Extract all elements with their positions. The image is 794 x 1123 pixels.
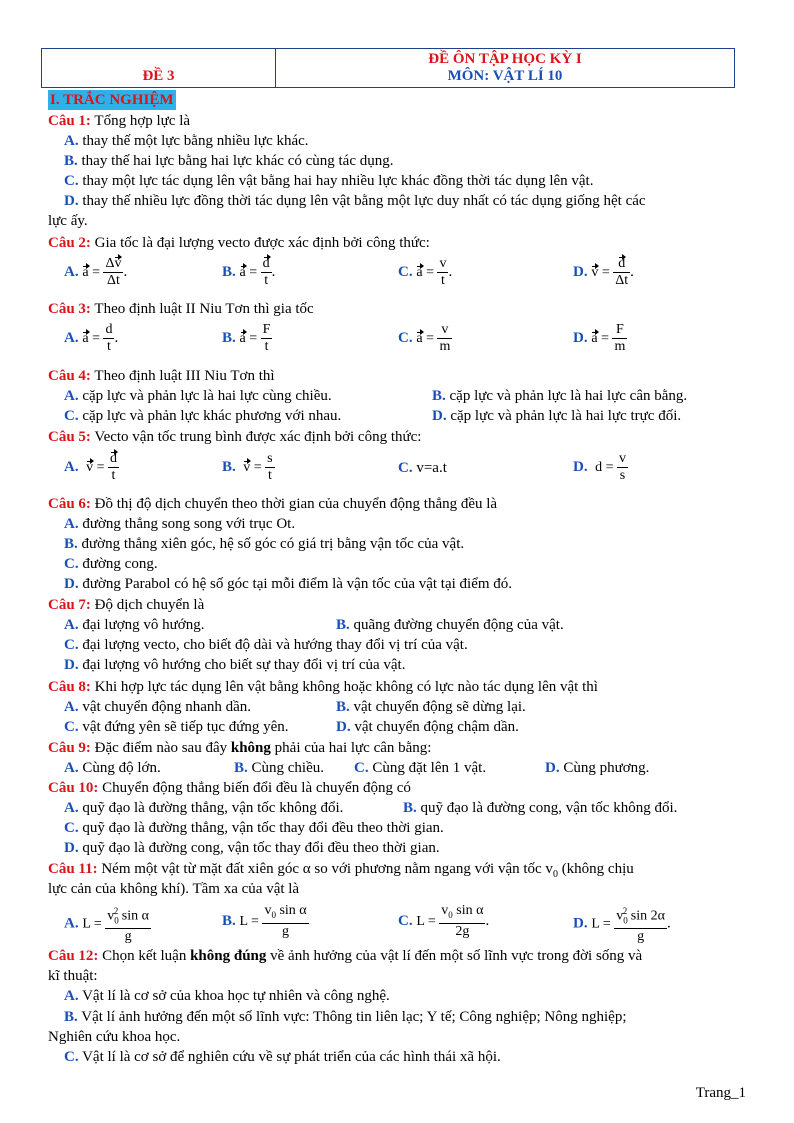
q9-option-d: D. Cùng phương. xyxy=(545,760,650,776)
q12-option-c: C. Vật lí là cơ sở để nghiên cứu về sự phát triển của các hình thái xã hội. xyxy=(64,1049,501,1065)
question-4: Câu 4: Theo định luật III Niu Tơn thì xyxy=(48,368,275,384)
q5-option-d: D. d = $\frac{v}{s}$ xyxy=(573,451,626,483)
q1-option-a: A. thay thế một lực bằng nhiều lực khác. xyxy=(64,133,309,149)
q4-option-d: D. cặp lực và phản lực là hai lực trực đối. xyxy=(432,408,682,424)
exam-code: ĐỀ 3 xyxy=(142,68,175,84)
q2-option-a: A. a = $\frac{\Delta v}{\Delta t}$ . xyxy=(64,256,128,288)
question-2: Câu 2: Gia tốc là đại lượng vecto được xác định bởi công thức: xyxy=(48,235,430,251)
q12-option-b-cont: Nghiên cứu khoa học. xyxy=(48,1029,181,1045)
question-8: Câu 8: Khi hợp lực tác dụng lên vật bằng không hoặc không có lực nào tác dụng lên vật thì xyxy=(48,679,598,695)
q8-option-a: A. vật chuyển động nhanh dần. xyxy=(64,699,252,715)
exam-title-cell xyxy=(276,49,734,87)
q12-option-a: A. Vật lí là cơ sở của khoa học tự nhiên và công nghệ. xyxy=(64,988,390,1004)
q6-option-b: B. đường thẳng xiên góc, hệ số góc có giá trị bằng vận tốc của vật. xyxy=(64,536,465,552)
q10-option-a: A. quỹ đạo là đường thẳng, vận tốc không đổi. xyxy=(64,800,344,816)
q6-option-d: D. đường Parabol có hệ số góc tại mỗi điểm là vận tốc của vật tại điểm đó. xyxy=(64,576,513,592)
header-box xyxy=(41,48,735,88)
q1-option-c: C. thay một lực tác dụng lên vật bằng hai hay nhiều lực khác đồng thời tác dụng lên vật. xyxy=(64,173,594,189)
q11-option-a: A. L = $\frac{v_0^2 \sin \alpha}{g}$ xyxy=(64,903,151,945)
question-11: Câu 11: Ném một vật từ mặt đất xiên góc α so với phương nằm ngang với vận tốc $v_0$ (không chịu xyxy=(48,861,634,880)
q3-option-c: C. a = $\frac{v}{m}$ xyxy=(398,322,451,354)
q5-option-a: A. v = $\frac{d}{t}$ xyxy=(64,451,117,483)
exam-subject: MÔN: VẬT LÍ 10 xyxy=(447,68,563,84)
question-1: Câu 1: Tổng hợp lực là xyxy=(48,113,191,129)
q2-option-c: C. a = $\frac{v}{t}$ . xyxy=(398,256,453,288)
q10-option-d: D. quỹ đạo là đường cong, vận tốc thay đổi đều theo thời gian. xyxy=(64,840,440,856)
q3-option-d: D. a = $\frac{F}{m}$ xyxy=(573,322,626,354)
question-12: Câu 12: Chọn kết luận không đúng về ảnh hưởng của vật lí đến một số lĩnh vực trong đời sống và xyxy=(48,948,643,964)
question-9: Câu 9: Đặc điểm nào sau đây không phải của hai lực cân bằng: xyxy=(48,740,432,756)
exam-title: ĐỀ ÔN TẬP HỌC KỲ I xyxy=(428,51,582,67)
q1-option-d: D. thay thế nhiều lực đồng thời tác dụng lên vật bằng một lực duy nhất có tác dụng giống hệt các xyxy=(64,193,646,209)
question-5: Câu 5: Vecto vận tốc trung bình được xác định bởi công thức: xyxy=(48,429,422,445)
q6-option-a: A. đường thẳng song song với trục Ot. xyxy=(64,516,296,532)
q4-option-a: A. cặp lực và phản lực là hai lực cùng chiều. xyxy=(64,388,332,404)
q10-option-c: C. quỹ đạo là đường thẳng, vận tốc thay đổi đều theo thời gian. xyxy=(64,820,444,836)
q9-option-c: C. Cùng đặt lên 1 vật. xyxy=(354,760,487,776)
q4-option-c: C. cặp lực và phản lực khác phương với nhau. xyxy=(64,408,342,424)
q10-option-b: B. quỹ đạo là đường cong, vận tốc không đổi. xyxy=(403,800,678,816)
q11-option-c: C. L = $\frac{v_0 \sin \alpha}{2g}$ . xyxy=(398,903,490,939)
q8-option-c: C. vật đứng yên sẽ tiếp tục đứng yên. xyxy=(64,719,289,735)
q7-option-c: C. đại lượng vecto, cho biết độ dài và hướng thay đổi vị trí của vật. xyxy=(64,637,468,653)
exam-code-cell xyxy=(42,49,276,87)
q1-option-d-cont: lực ấy. xyxy=(48,213,88,229)
q8-option-b: B. vật chuyển động sẽ dừng lại. xyxy=(336,699,526,715)
question-7: Câu 7: Độ dịch chuyển là xyxy=(48,597,205,613)
q6-option-c: C. đường cong. xyxy=(64,556,158,572)
question-3: Câu 3: Theo định luật II Niu Tơn thì gia tốc xyxy=(48,301,314,317)
q9-option-a: A. Cùng độ lớn. xyxy=(64,760,161,776)
q2-option-b: B. a = $\frac{d}{t}$ . xyxy=(222,256,276,288)
question-10: Câu 10: Chuyển động thẳng biến đổi đều là chuyển động có xyxy=(48,780,411,796)
q11-option-d: D. L = $\frac{v_0^2 \sin 2\alpha}{g}$ . xyxy=(573,903,671,945)
q8-option-d: D. vật chuyển động chậm dần. xyxy=(336,719,519,735)
q5-option-c: C. v=a.t xyxy=(398,460,447,476)
question-11-cont: lực cản của không khí). Tầm xa của vật là xyxy=(48,881,300,897)
question-12-cont: kĩ thuật: xyxy=(48,968,98,984)
q2-option-d: D. v = $\frac{d}{\Delta t}$ . xyxy=(573,256,634,288)
q7-option-d: D. đại lượng vô hướng cho biết sự thay đổi vị trí của vật. xyxy=(64,657,406,673)
q7-option-b: B. quãng đường chuyển động của vật. xyxy=(336,617,564,633)
q1-option-b: B. thay thế hai lực bằng hai lực khác có cùng tác dụng. xyxy=(64,153,394,169)
q9-option-b: B. Cùng chiều. xyxy=(234,760,325,776)
page-number: Trang_1 xyxy=(695,1085,746,1101)
q5-option-b: B. v = $\frac{s}{t}$ xyxy=(222,451,273,483)
q4-option-b: B. cặp lực và phản lực là hai lực cân bằng. xyxy=(432,388,688,404)
q7-option-a: A. đại lượng vô hướng. xyxy=(64,617,205,633)
question-6: Câu 6: Đồ thị độ dịch chuyển theo thời gian của chuyển động thẳng đều là xyxy=(48,496,498,512)
q3-option-a: A. a = $\frac{d}{t}$ . xyxy=(64,322,119,354)
q3-option-b: B. a = $\frac{F}{t}$ xyxy=(222,322,271,354)
q12-option-b: B. Vật lí ảnh hưởng đến một số lĩnh vực: Thông tin liên lạc; Y tế; Công nghiệp; Nông nghiệp; xyxy=(64,1009,627,1025)
section-heading: I. TRẮC NGHIỆM xyxy=(50,92,174,108)
q11-option-b: B. L = $\frac{v_0 \sin \alpha}{g}$ xyxy=(222,903,307,939)
